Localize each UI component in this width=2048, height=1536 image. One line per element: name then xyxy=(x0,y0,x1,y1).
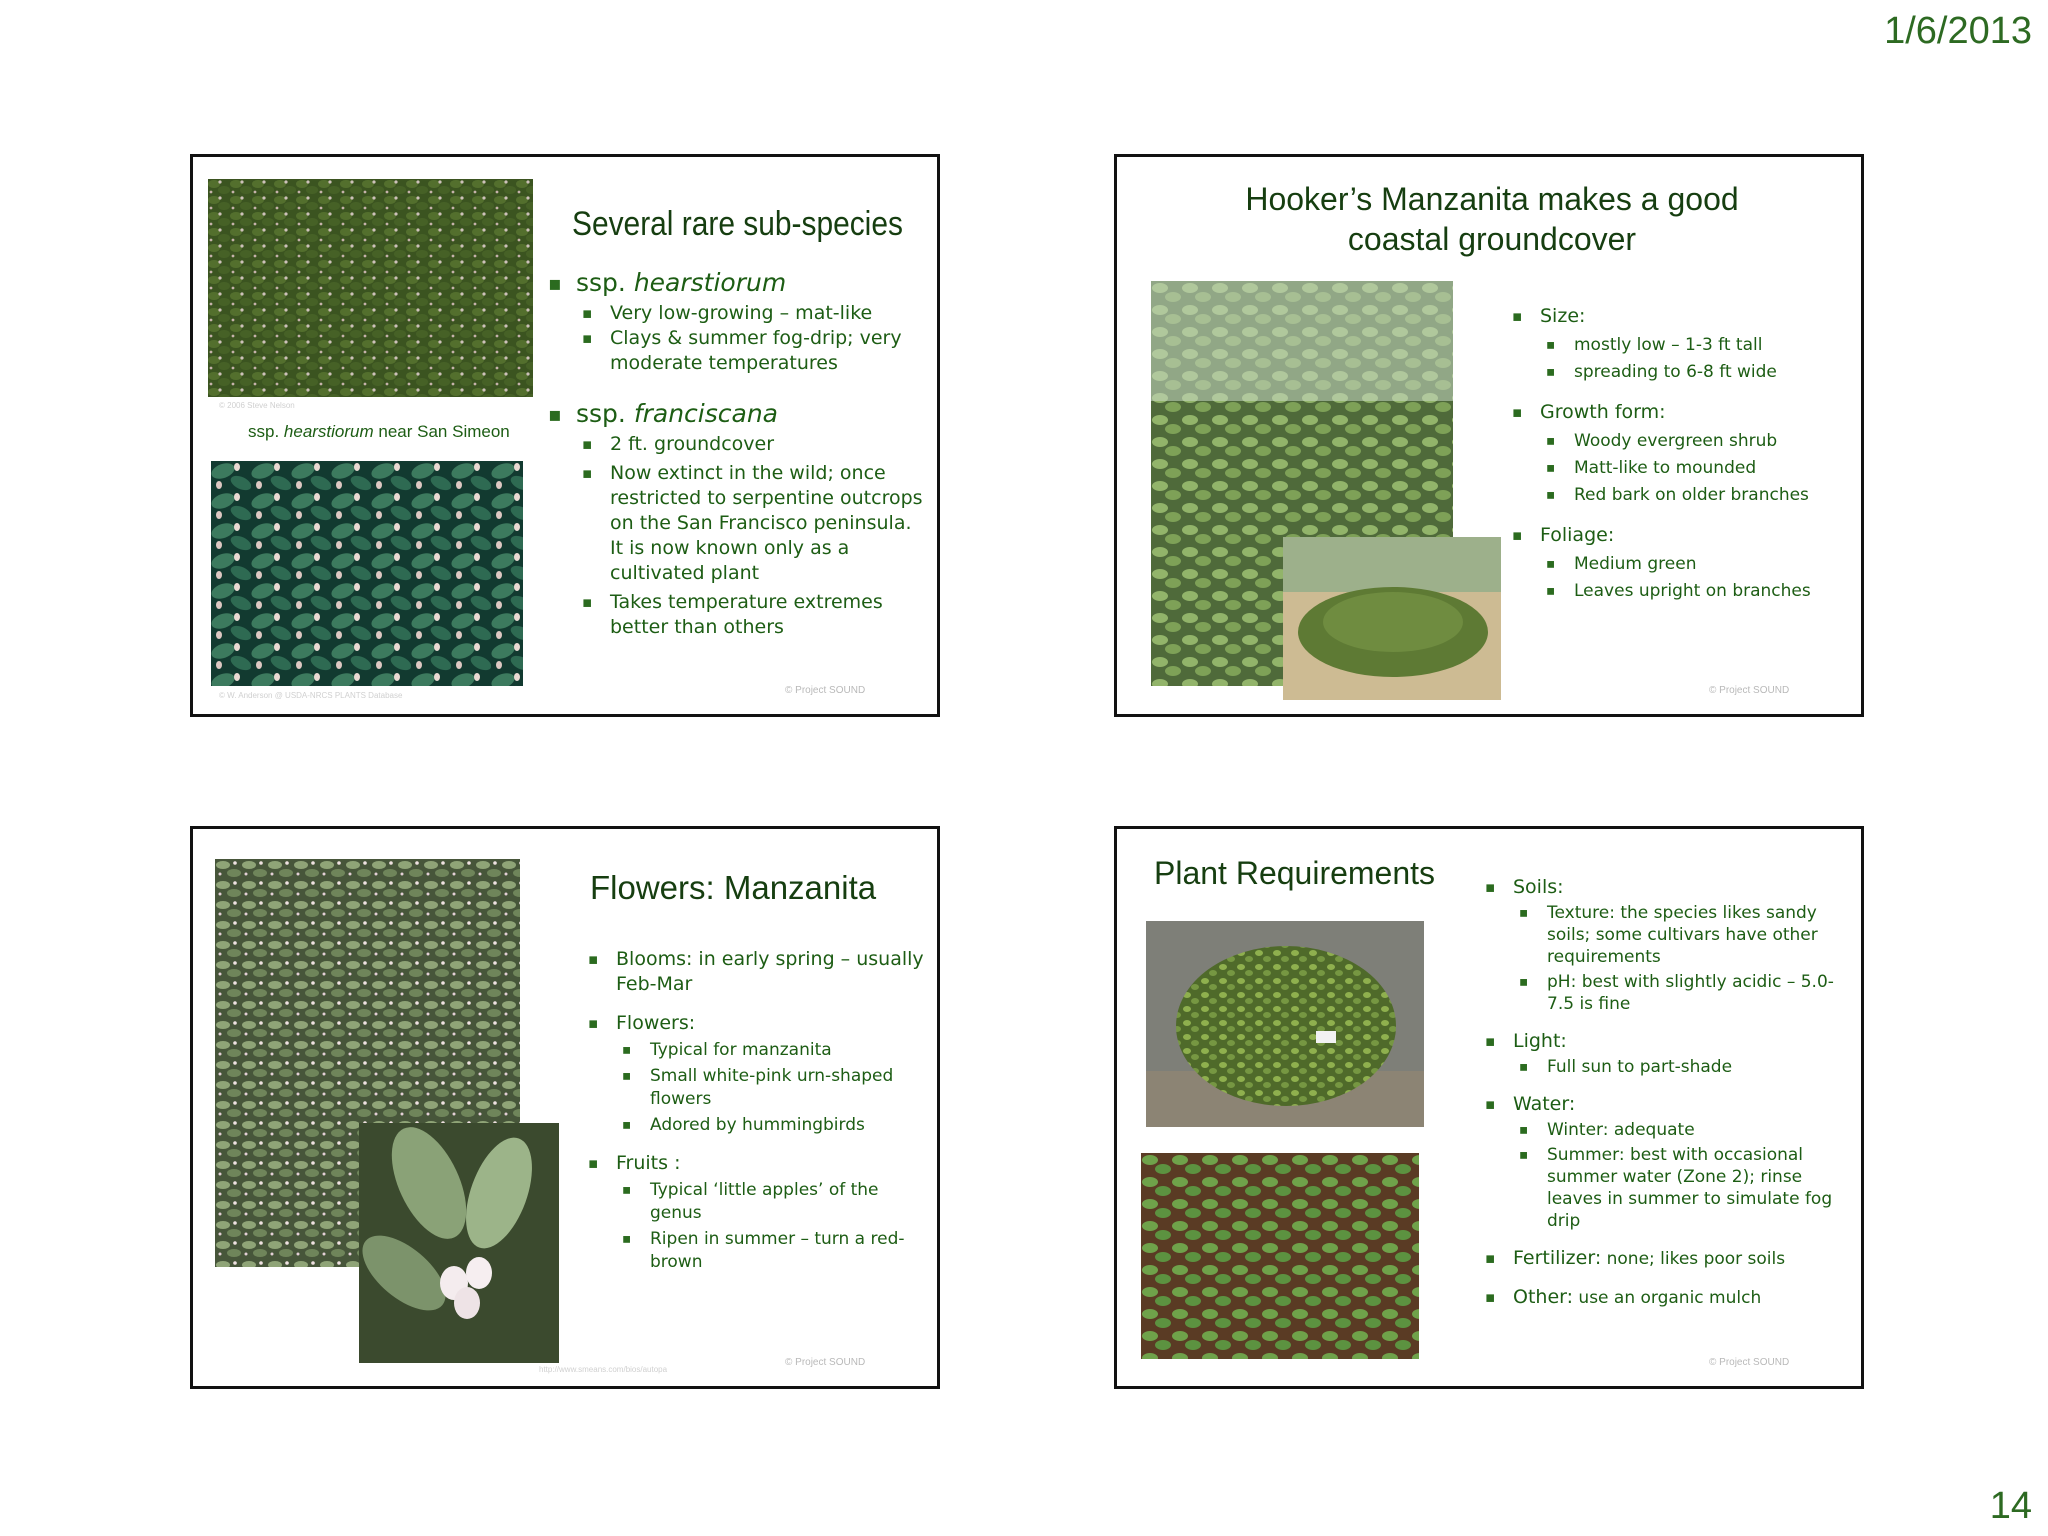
bullet-soils xyxy=(1485,875,1850,1015)
list-item: ▪ Typical for manzanita xyxy=(616,1039,928,1062)
bullet-water xyxy=(1485,1092,1850,1232)
photo-flower-closeup xyxy=(359,1123,559,1363)
bullet-species-name: hearstiorum xyxy=(633,268,787,297)
bullet-hearstiorum xyxy=(548,267,928,376)
list-item: ▪ Summer: best with occasional summer water (Zone 2); rinse leaves in summer to simulate fog drip xyxy=(1513,1144,1850,1232)
list-item: ▪ Matt-like to mounded xyxy=(1540,455,1852,482)
group-label: Foliage: xyxy=(1540,524,1615,546)
group-foliage xyxy=(1512,522,1852,605)
list-item: ▪ spreading to 6-8 ft wide xyxy=(1540,359,1852,386)
list-item: ▪ pH: best with slightly acidic – 5.0-7.5 is fine xyxy=(1513,971,1850,1015)
photo-groundcover-closeup xyxy=(1141,1153,1419,1359)
group-label: Size: xyxy=(1540,305,1586,327)
group-label: Fertilizer: xyxy=(1513,1247,1602,1269)
group-label: Fruits : xyxy=(616,1152,681,1174)
slide-plant-requirements xyxy=(1114,826,1864,1389)
slide-title: Flowers: Manzanita xyxy=(590,869,877,906)
slide-title: Plant Requirements xyxy=(1154,855,1436,891)
photo-mounded-groundcover xyxy=(1283,537,1501,700)
list-item: ▪ mostly low – 1-3 ft tall xyxy=(1540,332,1852,359)
photo-caption xyxy=(248,422,510,442)
bullet-franciscana xyxy=(548,398,928,640)
slide-title xyxy=(1117,179,1864,259)
list-item: ▪ Adored by hummingbirds xyxy=(616,1114,928,1137)
group-label: Growth form: xyxy=(1540,401,1666,423)
copyright: © Project SOUND xyxy=(1709,1357,1790,1368)
bullet-other xyxy=(1485,1285,1850,1310)
title-line: coastal groundcover xyxy=(1347,221,1637,257)
page-number: 14 xyxy=(1989,1485,2032,1527)
slide-several-rare-subspecies xyxy=(190,154,940,717)
other-value: use an organic mulch xyxy=(1573,1288,1762,1308)
caption-suffix: near San Simeon xyxy=(373,422,510,441)
bullet-light xyxy=(1485,1029,1850,1078)
slide-hookers-manzanita xyxy=(1114,154,1864,717)
bullet-species-name: franciscana xyxy=(633,399,779,428)
list-item: ▪ Takes temperature extremes better than others xyxy=(576,590,928,640)
group-size xyxy=(1512,303,1852,386)
group-label: Flowers: xyxy=(616,1012,696,1034)
caption-italic: hearstiorum xyxy=(283,422,374,441)
list-item: ▪ Texture: the species likes sandy soils; some cultivars have other requirements xyxy=(1513,902,1850,968)
copyright: © Project SOUND xyxy=(1709,685,1790,696)
group-growth-form xyxy=(1512,399,1852,509)
list-item: ▪ Winter: adequate xyxy=(1513,1119,1850,1141)
group-label: Other: xyxy=(1513,1286,1574,1308)
list-item: ▪ Very low-growing – mat-like xyxy=(576,301,928,326)
list-item: ▪ Leaves upright on branches xyxy=(1540,578,1852,605)
list-item: ▪ Clays & summer fog-drip; very moderate temperatures xyxy=(576,326,928,376)
flowers-list xyxy=(588,947,928,1274)
group-label: Light: xyxy=(1513,1030,1567,1052)
photo-credit: http://www.smeans.com/bios/autopa xyxy=(539,1365,668,1374)
photo-credit-top: © 2006 Steve Nelson xyxy=(219,401,295,410)
bullet-flowers xyxy=(588,1011,928,1137)
photo-hearstiorum-shrub xyxy=(208,179,533,397)
bullet-fruits xyxy=(588,1151,928,1274)
photo-credit-bottom: © W. Anderson @ USDA-NRCS PLANTS Database xyxy=(219,691,403,700)
characteristics-list xyxy=(1512,303,1852,605)
bullet-fertilizer xyxy=(1485,1246,1850,1271)
list-item: ▪ Small white-pink urn-shaped flowers xyxy=(616,1065,928,1111)
photo-shrub-in-garden xyxy=(1146,921,1424,1127)
page-date: 1/6/2013 xyxy=(1884,10,2032,52)
photo-franciscana-flowers xyxy=(211,461,523,686)
subspecies-list xyxy=(548,267,928,640)
list-item: ▪ Ripen in summer – turn a red-brown xyxy=(616,1228,928,1274)
list-item: ▪ Typical ‘little apples’ of the genus xyxy=(616,1179,928,1225)
caption-prefix: ssp. xyxy=(248,422,284,441)
fertilizer-value: none; likes poor soils xyxy=(1601,1249,1786,1269)
list-item: ▪ Medium green xyxy=(1540,551,1852,578)
list-item: ▪ Woody evergreen shrub xyxy=(1540,428,1852,455)
bullet-blooms: ▪ Blooms: in early spring – usually Feb-Mar xyxy=(588,947,928,997)
slide-flowers-manzanita xyxy=(190,826,940,1389)
title-line: Hooker’s Manzanita makes a good xyxy=(1245,181,1739,217)
requirements-list xyxy=(1485,875,1850,1310)
list-item: ▪ Red bark on older branches xyxy=(1540,482,1852,509)
bullet-prefix: ssp. xyxy=(576,399,634,428)
slide-title: Several rare sub-species xyxy=(572,205,903,243)
group-label: Water: xyxy=(1513,1093,1576,1115)
copyright: © Project SOUND xyxy=(785,1357,866,1368)
list-item: ▪ Now extinct in the wild; once restricted to serpentine outcrops on the San Francisco peninsula. It is now known only as a cultivated plant xyxy=(576,461,928,586)
bullet-prefix: ssp. xyxy=(576,268,634,297)
list-item: ▪ Full sun to part-shade xyxy=(1513,1056,1850,1078)
copyright: © Project SOUND xyxy=(785,685,866,696)
list-item: ▪ 2 ft. groundcover xyxy=(576,432,928,457)
group-label: Soils: xyxy=(1513,876,1564,898)
